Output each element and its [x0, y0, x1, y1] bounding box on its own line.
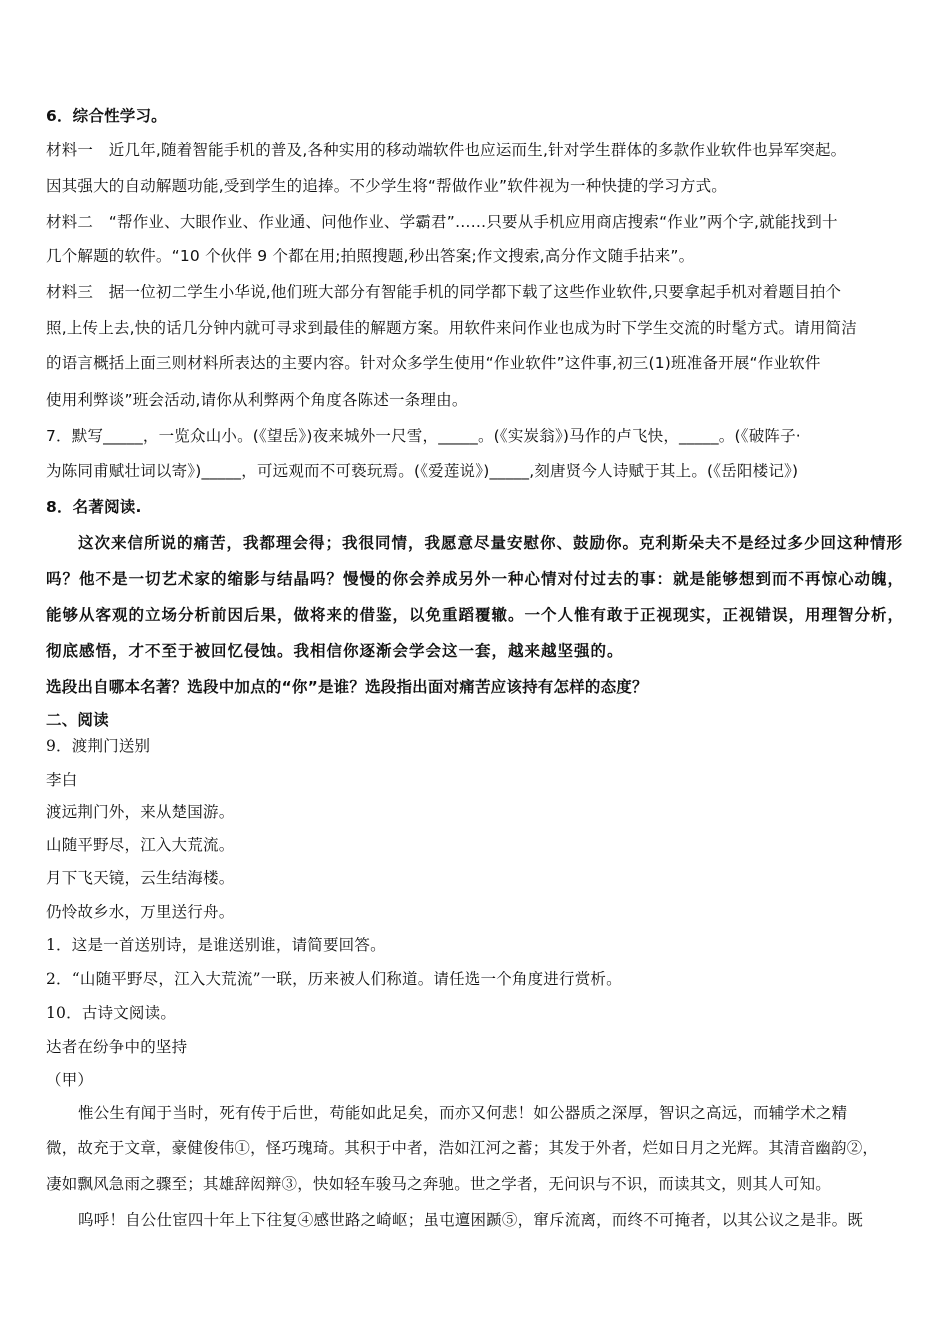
q10-passage-line2: 微，故充于文章，豪健俊伟①，怪巧瑰琦。其积于中者，浩如江河之蓄；其发于外者，烂如日月之光辉。其清音幽韵②，: [46, 1139, 879, 1157]
q6-title: 6．综合性学习。: [46, 107, 167, 125]
q10-passage-line3: 凄如飘风急雨之骤至；其雄辞闳辩③，快如轻车骏马之奔驰。世之学者，无问识与不识，而读其文，则其人可知。: [46, 1175, 832, 1193]
q9-author: 李白: [46, 771, 78, 789]
q8-excerpt-line4: 彻底感悟，才不至于被回忆侵蚀。我相信你逐渐会学会这一套，越来越坚强的。: [46, 641, 624, 660]
q6-material3-line3: 的语言概括上面三则材料所表达的主要内容。针对众多学生使用“作业软件”这件事,初三(1)班准备开展“作业软件: [46, 354, 821, 372]
q6-material1-line2: 因其强大的自动解题功能,受到学生的追捧。不少学生将“帮做作业”软件视为一种快捷的学习方式。: [46, 177, 727, 195]
q9-poem-line4: 仍怜故乡水，万里送行舟。: [46, 903, 235, 921]
q6-material3-line4: 使用利弊谈”班会活动,请你从利弊两个角度各陈述一条理由。: [46, 391, 468, 409]
q10-subtitle: 达者在纷争中的坚持: [46, 1038, 188, 1056]
q6-material3-line1: 材料三 据一位初二学生小华说,他们班大部分有智能手机的同学都下载了这些作业软件,只要拿起手机对着题目拍个: [46, 283, 842, 301]
q10-passage-line4: 呜呼！自公仕宦四十年上下往复④感世路之崎岖；虽屯邅困踬⑤，窜斥流离，而终不可掩者，以其公议之是非。既: [78, 1211, 864, 1229]
q7-line2: 为陈同甫赋壮词以寄》)_____，可远观而不可亵玩焉。(《爱莲说》)_____,刻唐贤今人诗赋于其上。(《岳阳楼记》): [46, 462, 799, 480]
q8-excerpt-line1: 这次来信所说的痛苦，我都理会得；我很同情，我愿意尽量安慰你、鼓励你。克利斯朵夫不是经过多少回这种情形: [78, 533, 904, 552]
q8-excerpt-line2: 吗？他不是一切艺术家的缩影与结晶吗？慢慢的你会养成另外一种心情对付过去的事：就是能够想到而不再惊心动魄，: [46, 569, 905, 588]
q9-poem-line1: 渡远荆门外，来从楚国游。: [46, 803, 235, 821]
q9-title: 9．渡荆门送别: [46, 737, 151, 755]
q8-excerpt-line3: 能够从客观的立场分析前因后果，做将来的借鉴，以免重蹈覆辙。一个人惟有敢于正视现实，正视错误，用理智分析，: [46, 605, 905, 624]
q9-subquestion1: 1．这是一首送别诗，是谁送别谁，请简要回答。: [46, 936, 386, 954]
q10-part-label: （甲）: [46, 1071, 94, 1089]
q10-passage-line1: 惟公生有闻于当时，死有传于后世，苟能如此足矣，而亦又何悲！如公器质之深厚，智识之高远，而辅学术之精: [78, 1104, 848, 1122]
q9-subquestion2: 2．“山随平野尽，江入大荒流”一联，历来被人们称道。请任选一个角度进行赏析。: [46, 970, 622, 988]
q8-title: 8．名著阅读.: [46, 498, 142, 516]
q9-poem-line3: 月下飞天镜，云生结海楼。: [46, 869, 235, 887]
q6-material2-line1: 材料二 “帮作业、大眼作业、作业通、问他作业、学霸君”……只要从手机应用商店搜索“作业”两个字,就能找到十: [46, 213, 838, 231]
q9-poem-line2: 山随平野尽，江入大荒流。: [46, 836, 235, 854]
q6-material1-line1: 材料一 近几年,随着智能手机的普及,各种实用的移动端软件也应运而生,针对学生群体的多款作业软件也异军突起。: [46, 141, 847, 159]
q7-line1: 7．默写_____，一览众山小。(《望岳》)夜来城外一尺雪，_____。(《实炭翁》)马作的卢飞快，_____。(《破阵子·: [46, 427, 801, 445]
q10-title: 10．古诗文阅读。: [46, 1004, 177, 1022]
q6-material2-line2: 几个解题的软件。“10 个伙伴 9 个都在用;拍照搜题,秒出答案;作文搜索,高分作文随手拈来”。: [46, 247, 695, 265]
section-heading-reading: 二、阅读: [46, 711, 109, 729]
q8-question: 选段出自哪本名著？选段中加点的“你”是谁？选段指出面对痛苦应该持有怎样的态度？: [46, 678, 648, 696]
q6-material3-line2: 照,上传上去,快的话几分钟内就可寻求到最佳的解题方案。用软件来问作业也成为时下学生交流的时髦方式。请用简洁: [46, 319, 857, 337]
